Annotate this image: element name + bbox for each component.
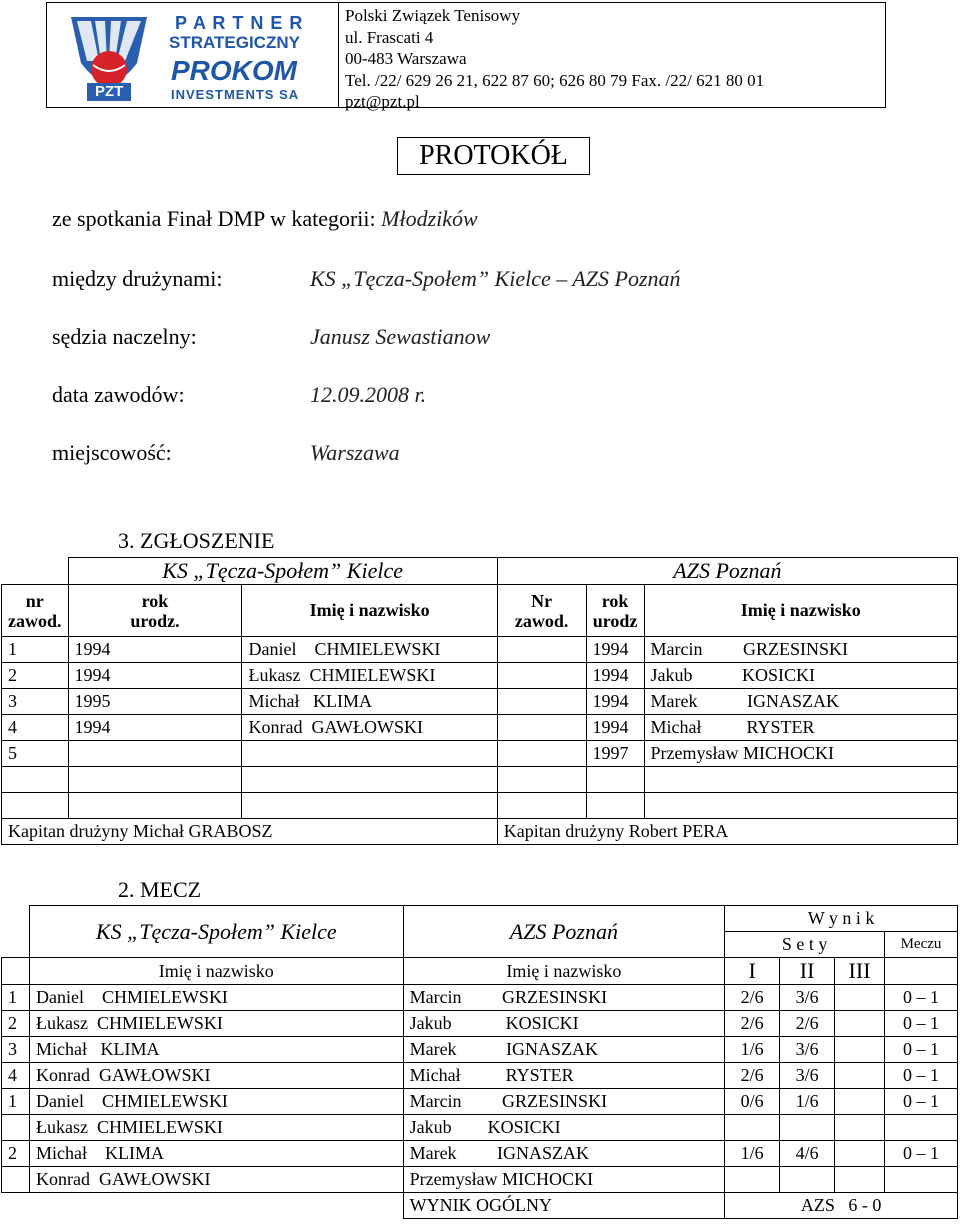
set-2: 4/6 (780, 1141, 835, 1167)
set-1: 2/6 (725, 1011, 780, 1037)
col-name-a: Imię i nazwisko (242, 585, 497, 637)
row-name-b: Marek IGNASZAK (644, 689, 957, 715)
row-name-a (242, 741, 497, 767)
table-row (2, 985, 958, 1011)
mecz-team-b: AZS Poznań (403, 906, 725, 958)
set-2: 1/6 (780, 1089, 835, 1115)
table-row (2, 1089, 958, 1115)
row-name-b: Marcin GRZESINSKI (644, 637, 957, 663)
match-result (885, 1167, 958, 1193)
col-nr-b: Nr zawod. (497, 585, 586, 637)
zgloszenie-team-row (2, 558, 958, 585)
document-title: PROTOKÓŁ (397, 137, 590, 175)
match-result: 0 – 1 (885, 1011, 958, 1037)
table-row (2, 1063, 958, 1089)
empty-row (2, 767, 958, 793)
set-1: 0/6 (725, 1089, 780, 1115)
set-3 (835, 1089, 885, 1115)
player-a: Konrad GAWŁOWSKI (29, 1167, 403, 1193)
row-rok-b: 1994 (586, 715, 644, 741)
logo-partner-text: P A R T N E R (175, 13, 304, 33)
row-rok-b: 1997 (586, 741, 644, 767)
total-label: WYNIK OGÓLNY (403, 1193, 725, 1219)
match-nr: 1 (2, 985, 30, 1011)
place-value: Warszawa (310, 440, 400, 465)
set-1: 1/6 (725, 1141, 780, 1167)
captain-row (2, 819, 958, 845)
match-result (885, 1115, 958, 1141)
row-name-b: Przemysław MICHOCKI (644, 741, 957, 767)
row-name-b: Michał RYSTER (644, 715, 957, 741)
table-row (2, 663, 958, 689)
set-2: 2/6 (780, 1011, 835, 1037)
player-a: Daniel CHMIELEWSKI (29, 1089, 403, 1115)
address-email: pzt@pzt.pl (345, 92, 420, 111)
row-name-a: Michał KLIMA (242, 689, 497, 715)
col-nr-a: nr zawod. (2, 585, 69, 637)
player-a: Konrad GAWŁOWSKI (29, 1063, 403, 1089)
zgloszenie-team-a: KS „Tęcza-Społem” Kielce (68, 558, 497, 585)
row-name-a: Konrad GAWŁOWSKI (242, 715, 497, 741)
match-nr: 2 (2, 1141, 30, 1167)
teams-value: KS „Tęcza-Społem” Kielce – AZS Poznań (310, 266, 681, 291)
player-a: Łukasz CHMIELEWSKI (29, 1115, 403, 1141)
set-2: 3/6 (780, 1063, 835, 1089)
set-2: 3/6 (780, 1037, 835, 1063)
set-1 (725, 1167, 780, 1193)
empty-row (2, 793, 958, 819)
row-name-a: Daniel CHMIELEWSKI (242, 637, 497, 663)
match-result: 0 – 1 (885, 985, 958, 1011)
date-value: 12.09.2008 r. (310, 382, 427, 407)
match-result: 0 – 1 (885, 1089, 958, 1115)
letterhead (46, 2, 886, 111)
row-rok-b: 1994 (586, 689, 644, 715)
mecz-team-row (2, 906, 958, 932)
row-name-b: Jakub KOSICKI (644, 663, 957, 689)
player-b: Jakub KOSICKI (403, 1115, 725, 1141)
teams-label: między drużynami: (52, 266, 223, 291)
table-row (2, 1141, 958, 1167)
col-name-b: Imię i nazwisko (644, 585, 957, 637)
table-row (2, 1115, 958, 1141)
match-result: 0 – 1 (885, 1037, 958, 1063)
match-result: 0 – 1 (885, 1063, 958, 1089)
zgloszenie-team-b: AZS Poznań (497, 558, 957, 585)
set-3 (835, 1011, 885, 1037)
pzt-prokom-logo (47, 3, 339, 107)
logo-investments-text: INVESTMENTS SA (171, 87, 300, 102)
player-a: Łukasz CHMIELEWSKI (29, 1011, 403, 1037)
player-a: Michał KLIMA (29, 1141, 403, 1167)
match-result: 0 – 1 (885, 1141, 958, 1167)
table-row (2, 741, 958, 767)
col-name-a: Imię i nazwisko (29, 958, 403, 985)
row-nr: 5 (2, 741, 69, 767)
meczu-label: Meczu (885, 932, 958, 958)
captain-b: Kapitan drużyny Robert PERA (497, 819, 957, 845)
sety-label: S e t y (725, 932, 885, 958)
row-rok-a (68, 741, 242, 767)
zgloszenie-table (1, 557, 958, 845)
meeting-category: Młodzików (381, 206, 478, 231)
set-3 (835, 1063, 885, 1089)
col-rok-a: rok urodz. (68, 585, 242, 637)
set-1 (725, 1115, 780, 1141)
set-3 (835, 1037, 885, 1063)
match-nr: 3 (2, 1037, 30, 1063)
logo-pzt-text: PZT (95, 83, 124, 100)
set-2 (780, 1115, 835, 1141)
set-2 (780, 1167, 835, 1193)
player-b: Michał RYSTER (403, 1063, 725, 1089)
wynik-label: W y n i k (725, 906, 958, 932)
match-nr (2, 1115, 30, 1141)
table-row (2, 637, 958, 663)
row-nr: 3 (2, 689, 69, 715)
place-label: miejscowość: (52, 440, 172, 465)
row-rok-a: 1994 (68, 663, 242, 689)
row-rok-b: 1994 (586, 637, 644, 663)
set-1: 2/6 (725, 1063, 780, 1089)
logo-strategiczny-text: STRATEGICZNY (169, 33, 300, 52)
player-a: Michał KLIMA (29, 1037, 403, 1063)
set-3 (835, 1141, 885, 1167)
player-b: Marek IGNASZAK (403, 1141, 725, 1167)
set-header-3: III (835, 958, 885, 985)
mecz-heading: 2. MECZ (118, 877, 202, 902)
player-a: Daniel CHMIELEWSKI (29, 985, 403, 1011)
zgloszenie-heading: 3. ZGŁOSZENIE (118, 528, 275, 553)
row-rok-a: 1994 (68, 715, 242, 741)
player-b: Marek IGNASZAK (403, 1037, 725, 1063)
player-b: Jakub KOSICKI (403, 1011, 725, 1037)
set-1: 1/6 (725, 1037, 780, 1063)
mecz-team-a: KS „Tęcza-Społem” Kielce (29, 906, 403, 958)
captain-a: Kapitan drużyny Michał GRABOSZ (2, 819, 498, 845)
set-header-2: II (780, 958, 835, 985)
address-line: Polski Związek Tenisowy (345, 6, 521, 25)
row-name-a: Łukasz CHMIELEWSKI (242, 663, 497, 689)
player-b: Marcin GRZESINSKI (403, 985, 725, 1011)
row-rok-a: 1995 (68, 689, 242, 715)
total-value: AZS 6 - 0 (725, 1193, 958, 1219)
set-1: 2/6 (725, 985, 780, 1011)
pzt-address (345, 5, 764, 113)
col-name-b: Imię i nazwisko (403, 958, 725, 985)
logo-prokom-text: PROKOM (171, 55, 297, 86)
match-nr: 4 (2, 1063, 30, 1089)
mecz-column-header (2, 958, 958, 985)
date-label: data zawodów: (52, 382, 185, 407)
referee-value: Janusz Sewastianow (310, 324, 491, 349)
row-rok-b: 1994 (586, 663, 644, 689)
mecz-table (1, 905, 958, 1219)
meeting-label: ze spotkania Finał DMP w kategorii: (52, 206, 376, 231)
table-row (2, 1037, 958, 1063)
row-nr: 1 (2, 637, 69, 663)
meeting-line (52, 206, 478, 232)
match-nr (2, 1167, 30, 1193)
set-2: 3/6 (780, 985, 835, 1011)
table-row (2, 1011, 958, 1037)
table-row (2, 715, 958, 741)
row-nr: 4 (2, 715, 69, 741)
address-line: ul. Frascati 4 (345, 27, 434, 47)
table-row (2, 689, 958, 715)
referee-label: sędzia naczelny: (52, 324, 197, 349)
set-3 (835, 985, 885, 1011)
row-rok-a: 1994 (68, 637, 242, 663)
set-3 (835, 1167, 885, 1193)
match-nr: 2 (2, 1011, 30, 1037)
address-line: 00-483 Warszawa (345, 49, 467, 68)
address-line: Tel. /22/ 629 26 21, 622 87 60; 626 80 79 Fax. /22/ 621 80 01 (345, 70, 765, 90)
col-rok-b: rok urodz (586, 585, 644, 637)
player-b: Marcin GRZESINSKI (403, 1089, 725, 1115)
total-row (2, 1193, 958, 1219)
row-nr: 2 (2, 663, 69, 689)
match-nr: 1 (2, 1089, 30, 1115)
zgloszenie-column-header (2, 585, 958, 637)
set-3 (835, 1115, 885, 1141)
table-row (2, 1167, 958, 1193)
set-header-1: I (725, 958, 780, 985)
player-b: Przemysław MICHOCKI (403, 1167, 725, 1193)
